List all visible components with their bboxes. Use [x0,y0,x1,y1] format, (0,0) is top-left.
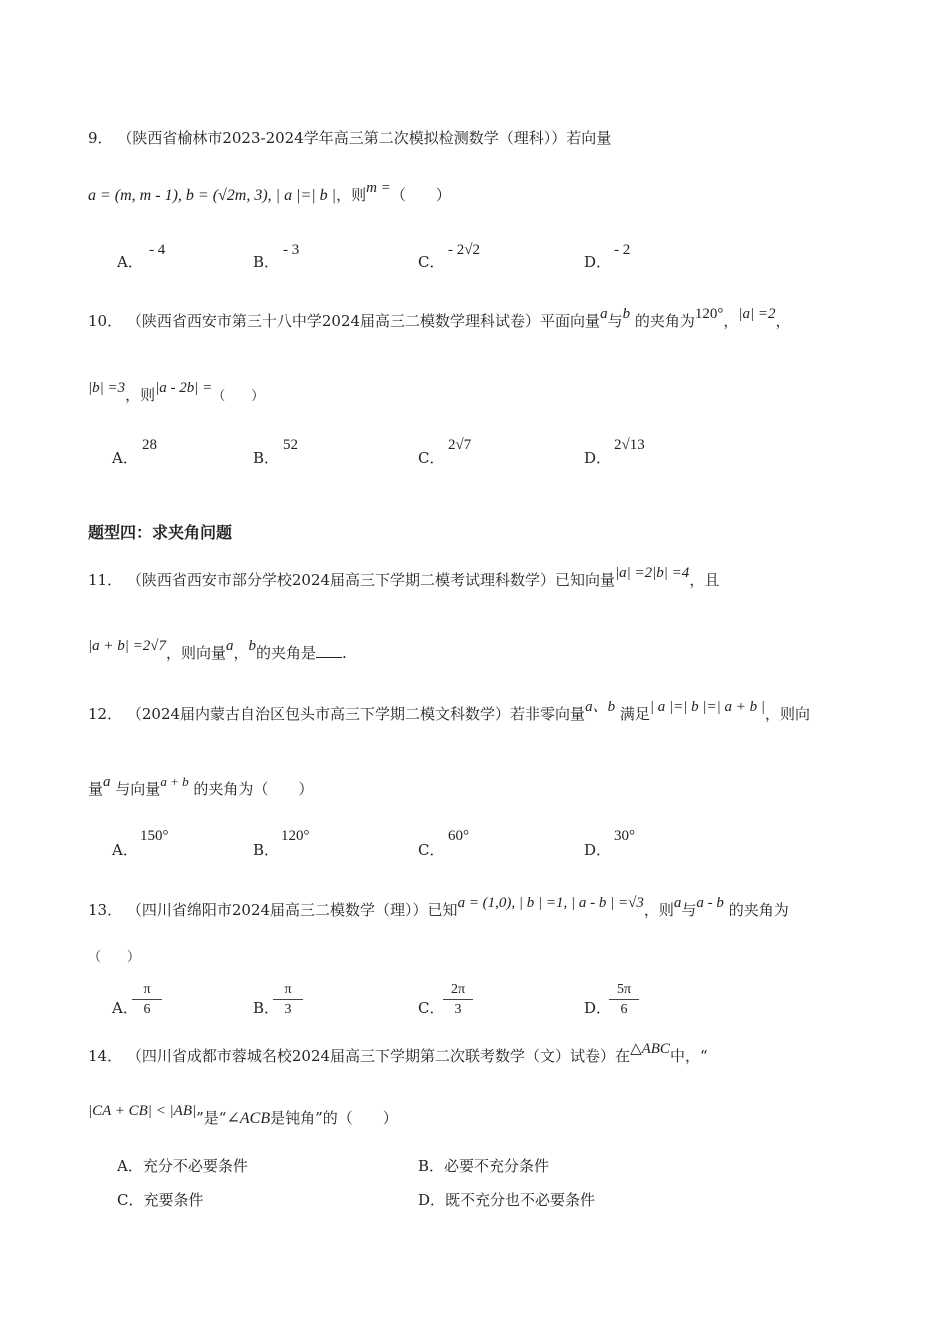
q13-option-d-fraction [609,982,639,1018]
q12-stem [88,699,810,725]
q12-option-d-label: D． [584,841,612,859]
q14-option-d-value: 既不充分也不必要条件 [445,1191,596,1209]
q10-option-a-value: 28 [142,437,157,453]
q14-option-b-label: B． [418,1157,445,1175]
q14-number: 14． [88,1047,123,1065]
q10-option-c-label: C． [418,449,445,467]
q11-var-a: a [226,638,234,654]
q14-source: （四川省成都市蓉城名校2024届高三下学期第二次联考数学（文）试卷）在 [126,1047,631,1065]
q12-option-b-value: 120° [281,828,310,844]
q11-stem [88,565,720,591]
q13-option-d-den: 6 [620,1002,628,1017]
q13-option-a-label: A． [112,999,138,1017]
q9-option-c-label: C． [418,253,445,271]
q12-sum: a + b [160,774,189,789]
q13-option-a-num: π [132,982,162,1000]
q13-option-c-den: 3 [454,1002,462,1017]
q9-stem [88,128,611,148]
q14-shi: ”是“ [196,1109,227,1127]
q12-option-c-value: 60° [448,828,469,844]
q12-satisfy: 满足 [619,705,650,723]
q12-option-a-label: A． [112,841,138,859]
q14-option-b-value: 必要不充分条件 [444,1157,550,1175]
q10-ask: |a - 2b| = [155,380,213,396]
q12-option-b-label: B． [253,841,280,859]
q14-triangle: △ABC [630,1041,670,1057]
q13-option-a-den: 6 [143,1002,151,1017]
q14-stem [88,1041,708,1067]
q11-source: （陕西省西安市部分学校2024届高三下学期二模考试理科数学）已知向量 [126,571,616,589]
q14-ask: 是钝角”的（ ） [270,1109,398,1127]
q12-option-a-value: 150° [140,828,169,844]
q9-source: （陕西省榆林市2023-2024学年高三第二次模拟检测数学（理科））若向量 [117,129,612,147]
q14-zhong: 中，“ [669,1047,708,1065]
q12-vars: a、b [585,699,616,715]
q11-ask1: ，则向量 [165,644,226,662]
q11-cond1: |a| =2|b| =4 [615,565,690,581]
q9-option-d-label: D． [584,253,612,271]
q10-ask-line [88,380,265,407]
q11-dun: ， [233,644,249,662]
q9-formula-line [88,180,451,206]
q11-cond2: |a + b| =2√7 [88,638,166,654]
q12-ask: 的夹角为（ ） [193,780,314,798]
q10-angle-text: 的夹角为 [634,312,695,330]
q13-ze: ，则 [643,901,674,919]
q10-ze: ，则 [125,386,156,404]
q13-diff: a - b [696,895,724,911]
q11-ask2: 的夹角是 [256,644,317,662]
q13-ask: 的夹角为 [728,901,789,919]
q10-number: 10． [88,312,123,330]
q10-stem [88,306,791,332]
q12-var-a: a [103,774,111,790]
q12-ask-line [88,774,314,800]
q10-comma2: ， [775,312,791,330]
q12-cond: | a |=| b |=| a + b | [649,699,765,715]
q14-option-c-label: C． [117,1191,144,1209]
q9-paren: （ ） [390,186,451,204]
q13-option-b-num: π [273,982,303,1000]
q13-option-c-num: 2π [443,982,473,1000]
q13-cond: a = (1,0), | b | =1, | a - b | =√3 [457,895,644,911]
q9-formula: a = (m, m - 1), b = (√2m, 3), | a |=| b | [88,187,337,204]
q11-answer-blank[interactable] [316,643,342,658]
q14-option-c [117,1190,204,1210]
q11-qie: ，且 [689,571,720,589]
q13-number: 13． [88,901,123,919]
q10-option-c-value: 2√7 [448,437,472,453]
q9-ask-var: m = [366,180,391,196]
q9-option-b-label: B． [253,253,280,271]
q13-stem [88,895,789,921]
q10-option-d-value: 2√13 [614,437,645,453]
q14-option-d-label: D． [418,1191,446,1209]
q11-number: 11． [88,571,123,589]
q10-option-b-label: B． [253,449,280,467]
q9-option-b-value: - 3 [283,242,300,258]
q10-comma: ， [723,312,739,330]
q14-option-a-label: A． [117,1157,143,1175]
q9-option-a-label: A． [117,253,143,271]
q10-yu: 与 [607,312,623,330]
q12-liang: 量 [88,780,104,798]
q12-option-c-label: C． [418,841,445,859]
q9-option-d-value: - 2 [614,242,631,258]
q10-option-d-label: D． [584,449,612,467]
q10-var-a: a [600,306,608,322]
q10-option-a-label: A． [112,449,138,467]
q9-number: 9． [88,129,113,147]
q13-yu: 与 [681,901,697,919]
q14-cond: |CA + CB| < |AB| [88,1103,197,1119]
q9-option-a-value: - 4 [149,242,166,258]
q13-option-d-num: 5π [609,982,639,1000]
q13-option-b-fraction [273,982,303,1018]
q10-source: （陕西省西安市第三十八中学2024届高三二模数学理科试卷）平面向量 [126,312,601,330]
q10-angle: 120° [694,306,724,322]
q11-ask-line [88,638,347,664]
q13-paren: （ ） [88,950,141,965]
q13-var-a: a [673,895,682,911]
q10-cond2: |b| =3 [88,380,126,396]
q10-cond1: |a| =2 [738,306,776,322]
q13-option-c-label: C． [418,999,445,1017]
q14-option-a [117,1156,248,1176]
q13-option-d-label: D． [584,999,612,1017]
q13-option-a-fraction [132,982,162,1018]
q12-yu: 与向量 [115,780,161,798]
q11-end: . [342,644,347,662]
q9-option-c-value: - 2√2 [448,242,480,258]
q14-option-c-value: 充要条件 [143,1191,204,1209]
q10-var-b: b [622,306,631,322]
q10-paren: （ ） [212,389,265,404]
q12-number: 12． [88,705,123,723]
section-title: 题型四：求夹角问题 [88,523,233,542]
q14-condition-line [88,1103,398,1129]
q14-option-a-value: 充分不必要条件 [142,1157,248,1175]
q14-option-d [418,1190,595,1210]
q12-option-d-value: 30° [614,828,635,844]
q11-var-b: b [248,638,257,654]
q13-source: （四川省绵阳市2024届高三二模数学（理））已知 [126,901,458,919]
q12-ze: ，则向 [764,705,810,723]
q13-option-b-label: B． [253,999,280,1017]
q9-ask-prefix: ，则 [336,186,367,204]
q13-option-c-fraction [443,982,473,1018]
q14-option-b [418,1156,549,1176]
q14-angle: ∠ACB [226,1110,271,1127]
q10-option-b-value: 52 [283,437,298,453]
q13-option-b-den: 3 [284,1002,292,1017]
q12-source: （2024届内蒙古自治区包头市高三下学期二模文科数学）若非零向量 [126,705,586,723]
